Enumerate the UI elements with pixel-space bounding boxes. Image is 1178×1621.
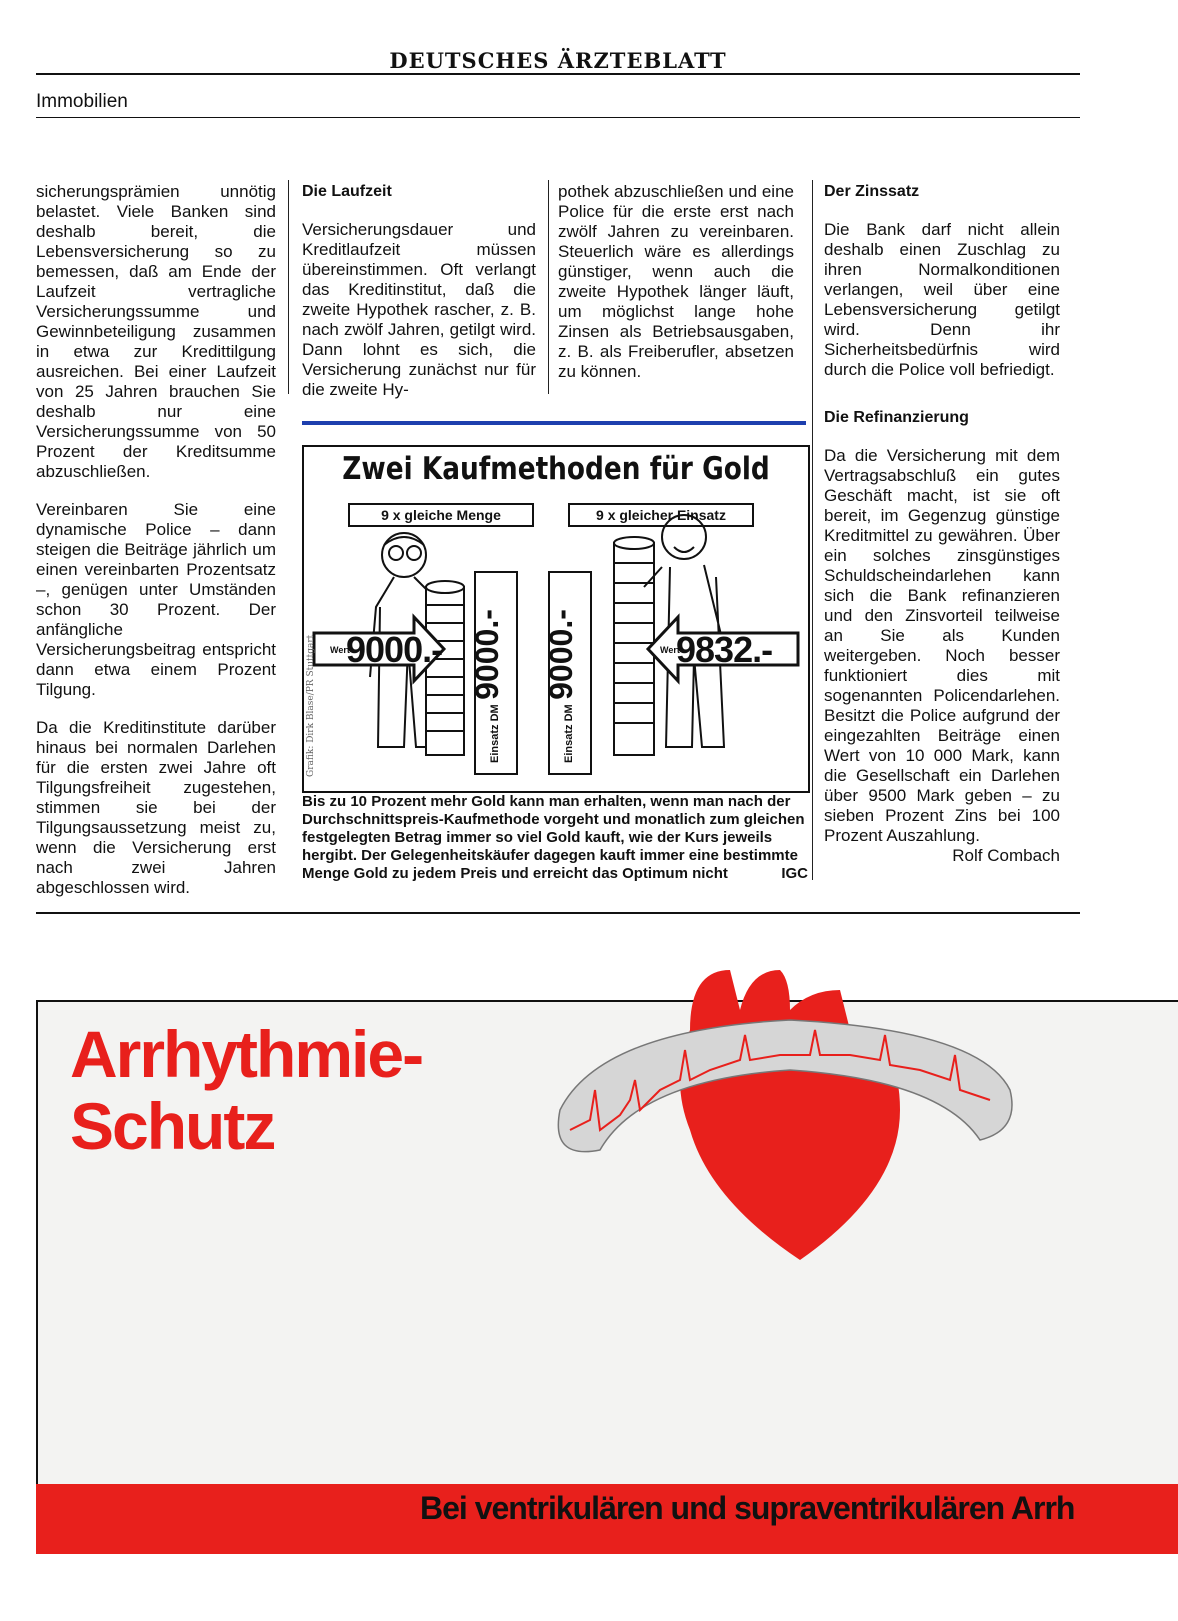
ad-title-line-1: Arrhythmie-: [70, 1017, 423, 1091]
section-label: Immobilien: [36, 91, 128, 112]
wert-label-left: Wert: [330, 645, 350, 655]
heart-illustration: [540, 930, 1040, 1290]
column-1: [36, 182, 276, 916]
section-rule: [36, 117, 1080, 118]
col4-heading-zinssatz: Der Zinssatz: [824, 183, 920, 200]
value-left: 9000.-: [346, 629, 443, 670]
einsatz-block-left: [469, 571, 518, 775]
ad-title: [70, 1018, 422, 1162]
col2-heading: Die Laufzeit: [302, 183, 392, 200]
graphic-blue-rule: [302, 421, 806, 425]
header-rule: [36, 73, 1080, 75]
ad-title-line-2: Schutz: [70, 1089, 275, 1163]
col4-paragraph-2-text: Da die Versicherung mit dem Vertragsabschluß ein gutes Geschäft macht, ist sie oft bereit, im Gegenzug günstige Kreditmittel zu gewähren. Über ein solches zinsgünstiges Schuldscheindarlehen kann sich die Bank refinanzieren und den Zinsvorteil teilweise an Sie als Kunden weitergeben. Noch besser funktioniert dies mit sogenannten Policendarlehen. Besitzt die Police aufgrund der eingezahlten Beiträge einen Wert von 10 000 Mark, kann die Gesellschaft ein Darlehen über 9500 Mark geben – zu sieben Prozent Zins bei 100 Prozent Auszahlung.: [824, 446, 1060, 845]
graphic-caption: [302, 793, 808, 883]
column-divider: [288, 180, 289, 394]
value-right: 9832.-: [676, 629, 773, 670]
einsatz-right-text: Einsatz DM 9000.-: [543, 609, 579, 763]
column-3: [558, 182, 794, 400]
graphic-title: Zwei Kaufmethoden für Gold: [342, 451, 770, 487]
column-divider: [548, 180, 549, 394]
graphic-credit: Grafik: Dirk Blase/PR Stuttgart: [306, 634, 316, 777]
wert-label-right: Wert: [660, 645, 680, 655]
article-bottom-rule: [36, 912, 1080, 914]
col4-paragraph-2: [824, 446, 1060, 865]
column-2: [302, 182, 536, 418]
heart-shape: [680, 970, 900, 1260]
col2-paragraph-1: Versicherungsdauer und Kreditlaufzeit müssen übereinstimmen. Oft verlangt das Kreditinstitut, daß die zweite Hypothek rascher, z. B. nach zwölf Jahren, getilgt wird. Dann lohnt es sich, die Versicherung zunächst nur für die zweite Hy-: [302, 220, 536, 399]
gold-graphic: [302, 445, 810, 793]
einsatz-block-right: [543, 571, 592, 775]
author: Rolf Combach: [952, 846, 1060, 865]
column-4: [824, 182, 1060, 866]
col1-paragraph-1: sicherungsprämien unnötig belastet. Viele Banken sind deshalb bereit, die Lebensversicherung so zu bemessen, daß am Ende der Laufzeit vertragliche Versicherungssumme und Gewinnbeteiligung zusammen in etwa zur Kredittilgung ausreichen. Bei einer Laufzeit von 25 Jahren brauchen Sie deshalb nur eine Versicherungssumme von 50 Prozent der Kreditsumme abzuschließen.: [36, 182, 276, 481]
caption-text: Bis zu 10 Prozent mehr Gold kann man erhalten, wenn man nach der Durchschnittspreis-Kaufmethode vorgeht und monatlich zum gleichen festgelegten Betrag immer so viel Gold kauft, wie der Kurs jeweils hergibt. Der Gelegenheitskäufer dagegen kauft immer eine bestimmte Menge Gold zu jedem Preis und erreicht das Optimum nicht: [302, 793, 805, 882]
ad-banner-text: Bei ventrikulären und supraventrikulären Arrh: [420, 1490, 1075, 1526]
masthead: DEUTSCHES ÄRZTEBLATT: [389, 48, 727, 73]
einsatz-left-text: Einsatz DM 9000.-: [469, 609, 505, 763]
col4-heading-refinanzierung: Die Refinanzierung: [824, 409, 969, 426]
label-same-amount: 9 x gleicher Einsatz: [568, 503, 754, 527]
column-divider: [812, 180, 813, 880]
col1-paragraph-3: Da die Kreditinstitute darüber hinaus bei normalen Darlehen für die ersten zwei Jahre oft Tilgungsfreiheit zugestehen, stimmen sie bei der Tilgungsaussetzung meist zu, wenn die Versicherung erst nach zwei Jahren abgeschlossen wird.: [36, 718, 276, 897]
col1-paragraph-2: Vereinbaren Sie eine dynamische Police – dann steigen die Beiträge jährlich um einen vereinbarten Prozentsatz –, genügen unter Umständen schon 30 Prozent. Der anfängliche Versicherungsbeitrag entspricht dann etwa einem Prozent Tilgung.: [36, 500, 276, 699]
caption-source: IGC: [781, 865, 808, 882]
label-same-quantity: 9 x gleiche Menge: [348, 503, 534, 527]
col4-paragraph-1: Die Bank darf nicht allein deshalb einen Zuschlag zu ihren Normalkonditionen verlangen, weil über eine Lebensversicherung getilgt wird. Denn ihr Sicherheitsbedürfnis wird durch die Police voll befriedigt.: [824, 220, 1060, 379]
col3-paragraph-1: pothek abzuschließen und eine Police für die erste erst nach zwölf Jahren zu vereinbaren. Steuerlich wäre es allerdings günstiger, wenn auch die zweite Hypothek länger läuft, um möglichst lange hohe Zinsen als Betriebsausgaben, z. B. als Freiberufler, absetzen zu können.: [558, 182, 794, 381]
